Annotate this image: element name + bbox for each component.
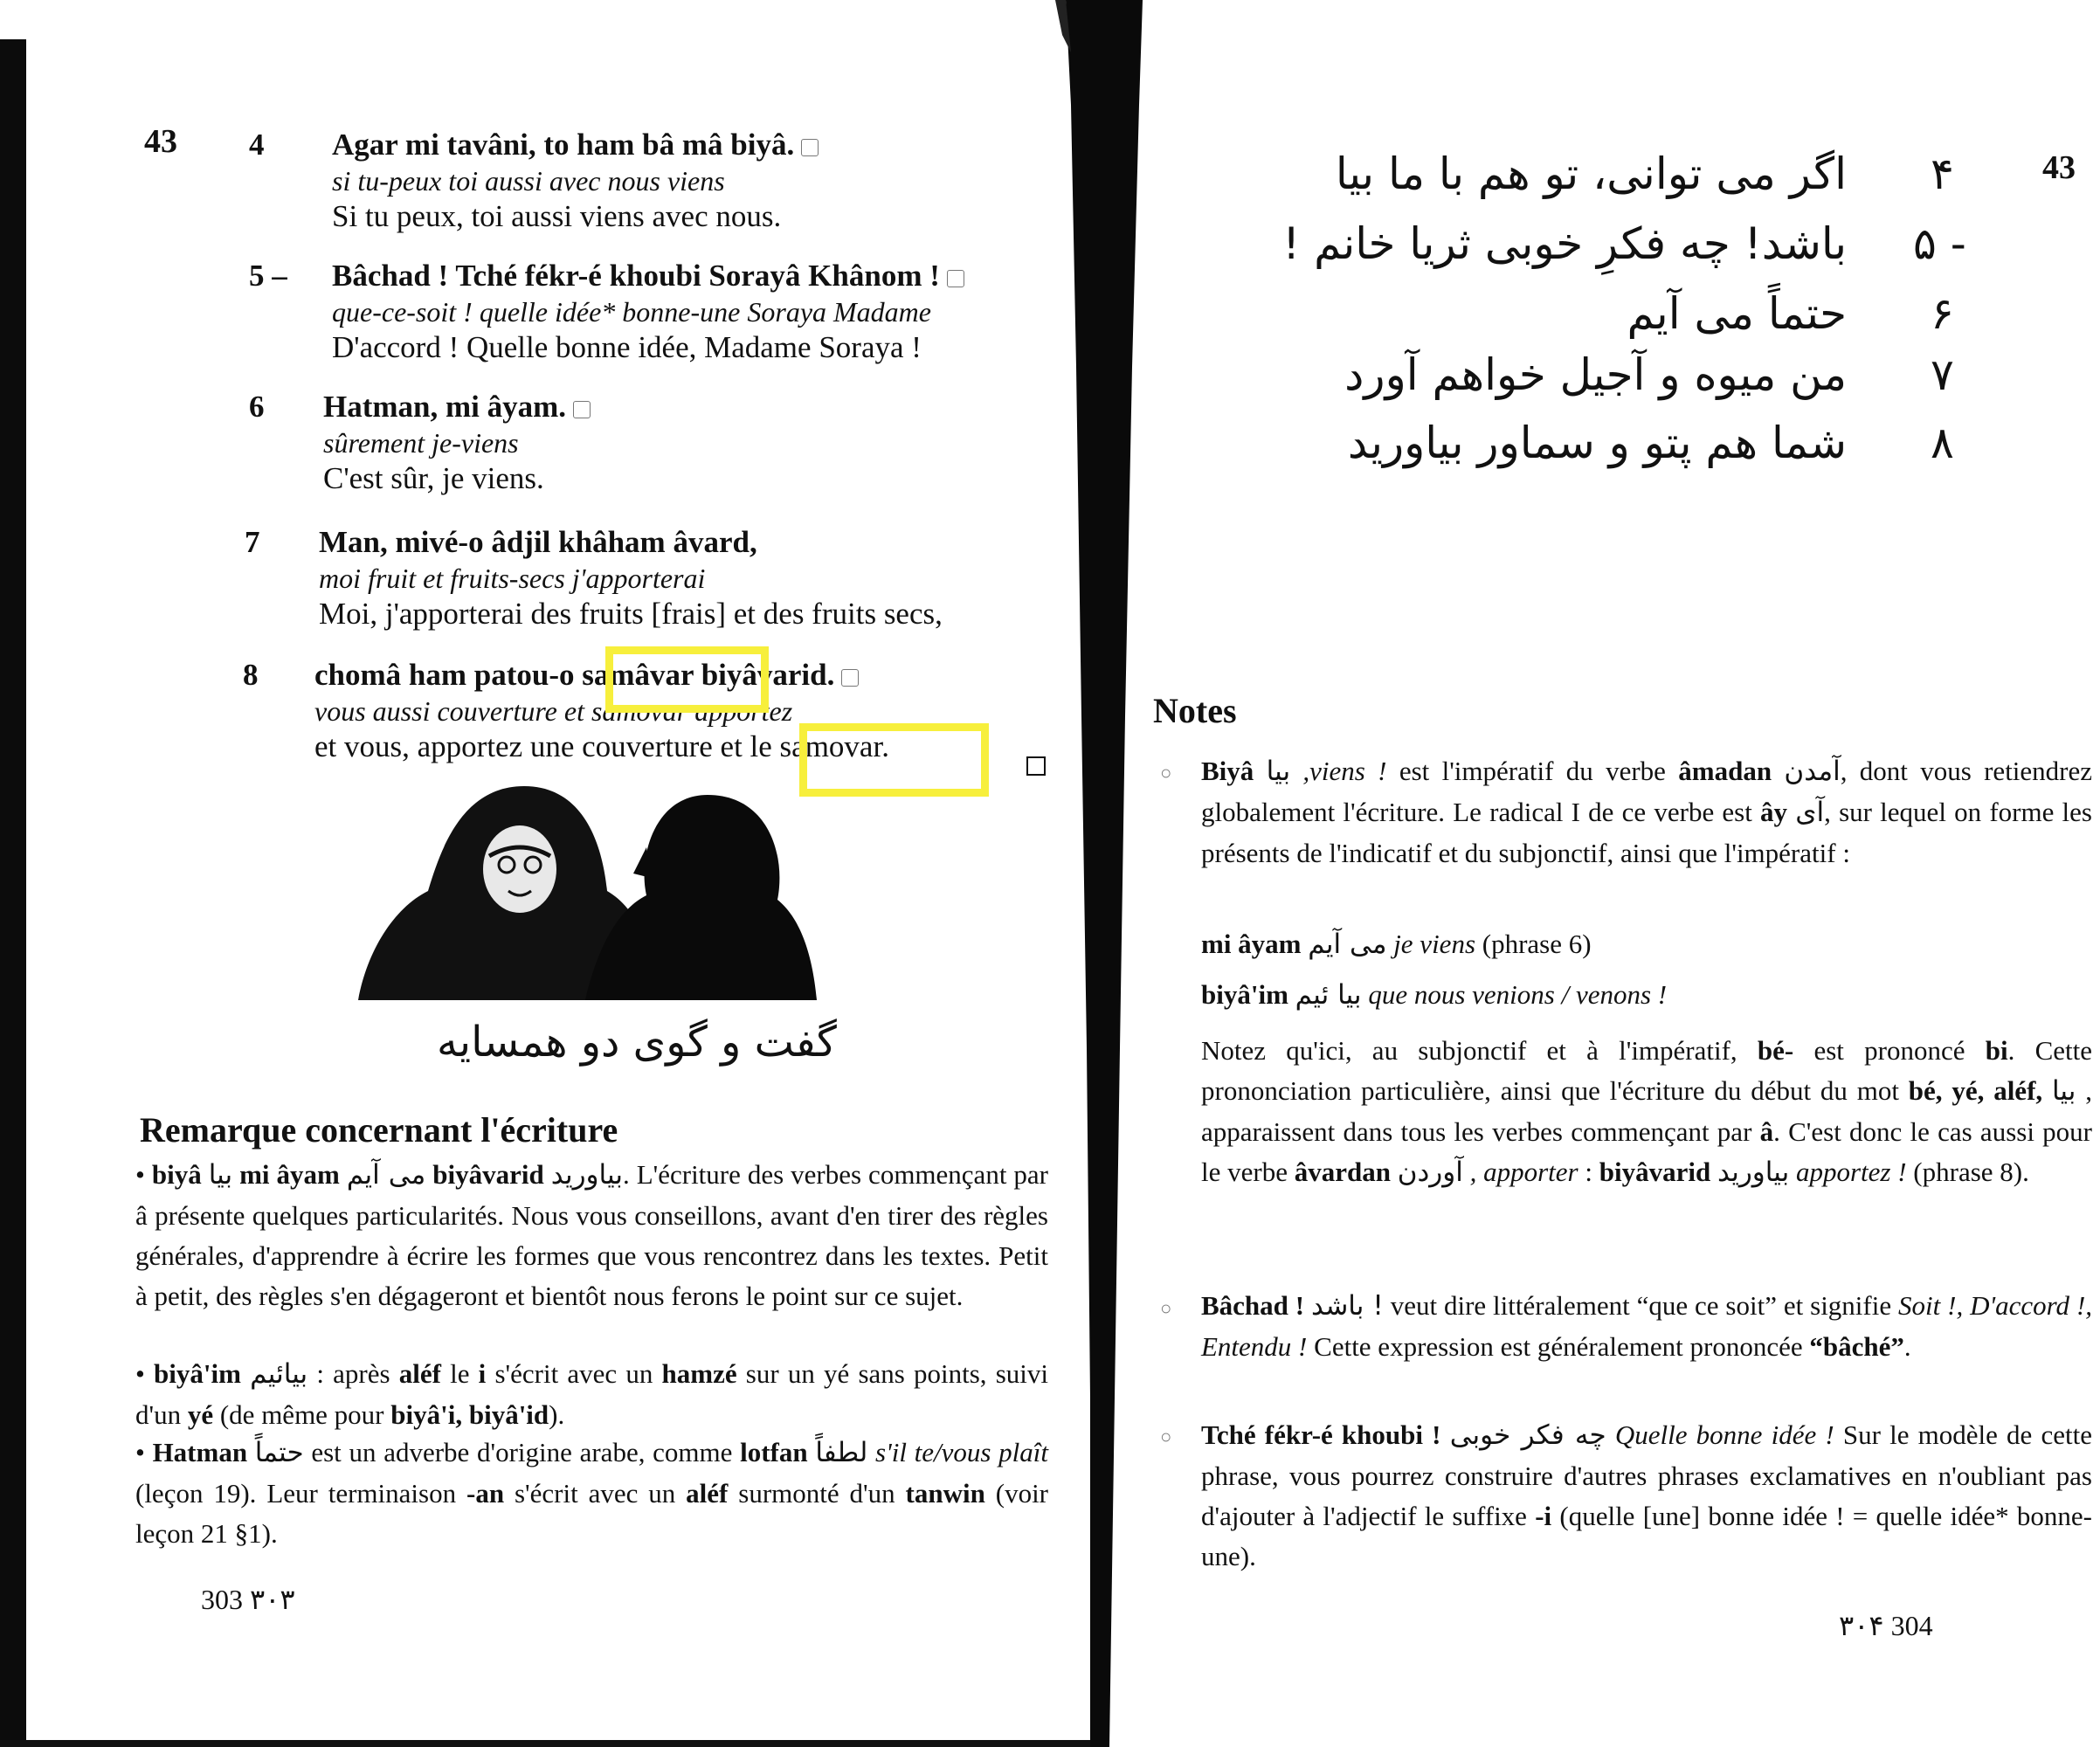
- sentence-transliteration: chomâ ham patou-o samâvar biyâvarid.: [314, 657, 1048, 694]
- note-1: Biyâ بیا ,viens ! est l'impératif du verbe âmadan آمدن, dont vous retiendrez globalement l'écriture. Le radical I de ce verbe est ây آی, sur lequel on forme les présents de l'indicatif et du subjonctif, ainsi que l'impératif :: [1201, 756, 2093, 868]
- remark-paragraph-1: • biyâ بیا mi âyam می آیم biyâvarid بیاورید. L'écriture des verbes commençant par â présente quelques particularités. Nous vous conseillons, avant d'en tirer des règles générales, d'apprendre à écrire les formes que vous rencontrez dans les textes. Petit à petit, des règles s'en dégageront et bientôt nous ferons le point sur ce sujet.: [135, 1159, 1048, 1311]
- sentence-french: Moi, j'apporterai des fruits [frais] et des fruits secs,: [319, 596, 943, 631]
- sentence-french: C'est sûr, je viens.: [323, 460, 544, 495]
- fa-sentence-8: شما هم پتو و سماور بیاورید: [1347, 418, 1847, 468]
- fa-sentence-number: ۶: [1931, 288, 1954, 339]
- highlight-le-samovar: [799, 723, 989, 797]
- sentence-4: [131, 127, 1048, 235]
- highlight-samavar: [605, 646, 769, 713]
- fa-sentence-6: حتماً می آیم: [1627, 288, 1847, 339]
- sentence-7: [131, 524, 1048, 632]
- sentence-literal: si tu-peux toi aussi avec nous viens: [332, 164, 725, 197]
- sentence-literal: moi fruit et fruits-secs j'apporterai: [319, 562, 706, 594]
- right-page: [1153, 0, 2100, 1747]
- scan-edge-left: [0, 39, 26, 1747]
- audio-marker-icon: [573, 401, 591, 418]
- remark-paragraph-2: • biyâ'im بیائیم : après aléf le i s'écrit avec un hamzé sur un yé sans points, suivi d'un yé (de même pour biyâ'i, biyâ'id).: [135, 1358, 1049, 1430]
- sentence-french: et vous, apportez une couverture et le samovar.: [314, 728, 889, 763]
- remark-paragraph-3: • Hatman حتماً est un adverbe d'origine arabe, comme lotfan لطفاً s'il te/vous plaît (leçon 19). Leur terminaison -an s'écrit avec un aléf surmonté d'un tanwin (voir leçon 21 §1).: [135, 1437, 1049, 1549]
- fa-sentence-number: ۵ -: [1913, 218, 1966, 269]
- sentence-number: 6: [249, 390, 265, 424]
- sentence-transliteration: Man, mivé-o âdjil khâham âvard,: [319, 525, 757, 559]
- sentence-literal: sûrement je-viens: [323, 426, 519, 459]
- fa-sentence-4: اگر می توانی، تو هم با ما بیا: [1335, 148, 1847, 199]
- remark-heading: Remarque concernant l'écriture: [140, 1110, 618, 1150]
- sentence-transliteration: Hatman, mi âyam.: [323, 389, 1048, 426]
- sentence-literal: vous aussi couverture et samovar apportez: [314, 694, 793, 727]
- fa-sentence-7: من میوه و آجیل خواهم آورد: [1344, 349, 1847, 400]
- sentence-french: D'accord ! Quelle bonne idée, Madame Soraya !: [332, 329, 922, 364]
- fa-sentence-5: باشد! چه فکرِ خوبی ثریا خانم !: [1282, 218, 1847, 269]
- page-number-right: ۳۰۴ 304: [1839, 1610, 1933, 1641]
- fa-sentence-number: ۴: [1931, 148, 1954, 199]
- illustration-caption: گفت و گوی دو همسایه: [437, 1018, 837, 1067]
- audio-marker-icon: [801, 139, 819, 156]
- sentence-transliteration: Agar mi tavâni, to ham bâ mâ biyâ.: [332, 127, 1048, 164]
- sentence-5: [131, 258, 1048, 366]
- two-neighbours-illustration: [358, 777, 821, 1005]
- note-1-continued: Notez qu'ici, au subjonctif et à l'impératif, bé- est prononcé bi. Cette prononciation particulière, ainsi que l'écriture du début du mot bé, yé, aléf, بیا , apparaissent dans tous les verbes commençant par â. C'est donc le cas aussi pour le verbe âvardan آوردن , apporter : biyâvarid بیاورید apportez ! (phrase 8).: [1201, 1035, 2092, 1188]
- audio-marker-icon: [841, 669, 859, 687]
- note-1-example-2: biyâ'im بیا ئیم que nous venions / venons !: [1201, 979, 1668, 1011]
- note-1-example-1: mi âyam می آیم je viens (phrase 6): [1201, 929, 1592, 960]
- sentence-number: 5 –: [249, 259, 287, 293]
- page-number-left: 303 ۳۰۳: [201, 1584, 295, 1615]
- fa-sentence-number: ۷: [1931, 349, 1954, 400]
- note-marker-icon: ○: [1160, 762, 1172, 784]
- note-3: Tché fékr-é khoubi ! چه فکر خوبی Quelle bonne idée ! Sur le modèle de cette phrase, vous pourrez construire d'autres phrases exclamatives en n'oubliant pas d'ajouter à l'adjectif le suffixe -i (quelle [une] bonne idée ! = quelle idée* bonne-une).: [1201, 1419, 2092, 1571]
- sentence-transliteration: Bâchad ! Tché fékr-é khoubi Sorayâ Khânom !: [332, 258, 1048, 295]
- left-page: [131, 0, 1057, 1747]
- note-marker-icon: ○: [1160, 1297, 1172, 1319]
- lesson-number: 43: [144, 123, 177, 160]
- fa-sentence-number: ۸: [1931, 418, 1954, 468]
- sentence-number: 7: [245, 525, 260, 559]
- note-2: Bâchad ! باشد ! veut dire littéralement “que ce soit” et signifie Soit !, D'accord !, Entendu ! Cette expression est généralement prononcée “bâché”.: [1201, 1290, 2093, 1362]
- sentence-literal: que-ce-soit ! quelle idée* bonne-une Soraya Madame: [332, 295, 931, 328]
- lesson-number-right: 43: [2042, 149, 2076, 186]
- end-square-icon: [1026, 756, 1046, 776]
- sentence-number: 4: [249, 128, 265, 162]
- sentence-6: [131, 389, 1048, 497]
- audio-marker-icon: [947, 270, 964, 287]
- notes-heading: Notes: [1153, 691, 1237, 730]
- sentence-number: 8: [243, 658, 259, 692]
- sentence-french: Si tu peux, toi aussi viens avec nous.: [332, 198, 782, 233]
- book-gutter: [1055, 0, 1153, 1747]
- note-marker-icon: ○: [1160, 1426, 1172, 1447]
